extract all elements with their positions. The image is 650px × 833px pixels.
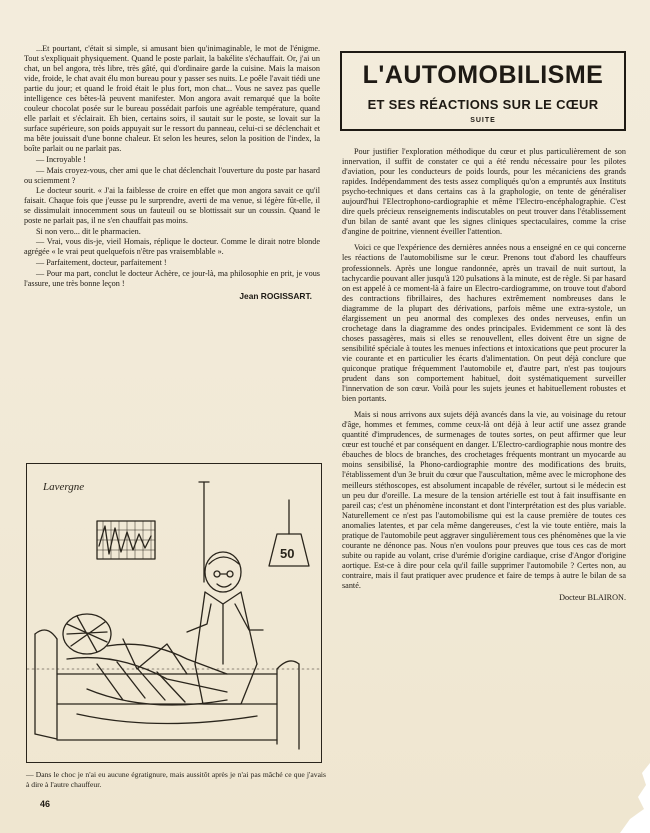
article-signature: Docteur BLAIRON. xyxy=(559,593,626,603)
article-title-box xyxy=(340,51,626,131)
article-column xyxy=(342,147,626,603)
weight-label: 50 xyxy=(280,546,295,561)
hospital-cartoon-drawing xyxy=(27,464,320,761)
story-column xyxy=(24,44,320,301)
story-paragraph: — Pour ma part, conclut le docteur Achère, ce jour-là, ma philosophie en prit, je vous l'assure, une très bonne leçon ! xyxy=(24,268,320,288)
story-paragraph: — Mais croyez-vous, cher ami que le chat déclenchait l'ouverture du poste par hasard ou sciemment ? xyxy=(24,165,320,185)
story-paragraph: ...Et pourtant, c'était si simple, si amusant bien qu'inimaginable, le mot de l'énigme. Tout s'expliquait physiquement. Quand le poste parlait, la bakélite s'échauffait. Or, j'ai un chat, un bel angora, très libre, très gâté, qui d'ordinaire garde la cuisine. Mais la maison vide, froide, le chat avait élu mon bureau pour y passer ses nuits. Le poêle l'avait tiédi une partie du jour; et quand le froid était le plus fort, mon chat... Vous ne savez pas quelle intelligence ces bêtes-là peuvent manifester. Mon angora avait remarqué que la boîte couleur chocolat posée sur le bureau possédait parfois une agréable température, quand elle parlait et s'éclairait. Eh bien, certains soirs, il sautait sur le poste, se lovait sur la surface supérieure, son poids appuyait sur le ressort du panneau, celui-ci se déclenchait et ma bête jouissait d'une bonne chaleur. Et selon les heures, selon la position de l'index, la boîte parlait ou ne parlait pas. xyxy=(24,44,320,154)
story-paragraph: Le docteur sourit. « J'ai la faiblesse de croire en effet que mon angora savait ce qu'il faisait. Chaque fois que j'eusse pu le surprendre, averti de ma venue, si légère fût-elle, il se dissimulait innocemment sous un fauteuil ou se blottissait sur un coussin. Quand le poste ne parlait pas, il ne s'en chauffait pas moins. xyxy=(24,186,320,226)
suite-label: SUITE xyxy=(470,117,496,124)
cartoon-illustration xyxy=(26,463,322,763)
article-paragraph: Pour justifier l'exploration méthodique du cœur et plus particulièrement de son innervation, il suffit de constater ce qui a été rendu nécessaire pour les pilotes d'aviation, pour les conducteurs de poids lourds, pour les mécaniciens des grands rapides. Indépendamment des tests assez compliqués qu'on a empruntés aux Instituts psycho-techniques et dans certains cas à la graphologie, on tente de généraliser aujourd'hui l'Electrophono-cardiographie et même l'Electro-encéphalographie. C'est dire quels précieux renseignements indiscutables on peut trouver dans l'établissement d'un bilan de santé avant que les signes cliniques spectaculaires, comme la crise d'angine de poitrine, viennent éveiller l'attention. xyxy=(342,147,626,237)
article-paragraph: Mais si nous arrivons aux sujets déjà avancés dans la vie, au voisinage du retour d'âge, hommes et femmes, comme ceux-là ont déjà à leur actif une assez grande quantité d'imprudences, de surmenages de toutes sortes, on peut affirmer que leur cœur est touché et par conséquent en danger. L'Electro-cardiographie nous montre des ébauches de blocs de branches, des crochetages fréquents montrant un myocarde au moins sensibilisé, la Phono-cardiographie montre des modifications des bruits, l'établissement d'un 3e bruit du cœur que l'auscultation, même avec le microphone des meilleurs stéthoscopes, est absolument incapable de révéler, surtout si le médecin est un peu dur d'oreille. La mesure de la tension artérielle est tout à fait insuffisante en pareil cas; c'est un phénomène inconstant et dont l'interprétation est des plus variable. Naturellement ce n'est pas l'automobilisme qui est la cause première de toutes ces anomalies latentes, et par cela même dangereuses, c'est la vie toute entière, mais la pratique de l'automobile peut aggraver singulièrement tous ces phénomènes que la vie courante ne dénonce pas. Nous n'en voulons pour preuves que tous ces cas de mort subite ou rapide au volant, crise d'urémie d'origine cardiaque, crise d'Angor d'origine aortique. Est-ce à dire pour cela qu'il faille supprimer l'automobile ? Certes non, au contraire, mais il faut pratiquer avec prudence et faire de temps à autre le bilan de sa santé. xyxy=(342,410,626,590)
article-title: L'AUTOMOBILISME xyxy=(362,61,604,89)
story-signature: Jean ROGISSART. xyxy=(239,290,312,301)
article-subtitle: ET SES RÉACTIONS SUR LE CŒUR xyxy=(367,97,599,112)
page-number: 46 xyxy=(40,799,51,809)
story-paragraph: — Incroyable ! xyxy=(36,155,87,165)
article-paragraph: Voici ce que l'expérience des dernières années nous a enseigné en ce qui concerne les réactions de l'automobilisme sur le cœur. Prenons tout d'abord les chauffeurs professionnels. Après une longue randonnée, après un travail de nuit surtout, la tachycardie pouvant aller jusqu'à 120 pulsations à la minute, est de règle. Si par hasard on est appelé à ce moment-là à faire un Electro-cardiogramme, on trouve tout d'abord des contractions fibrillaires, des hachures extrêmement nombreuses dans le diagramme de la plupart des dérivations, parfois même une extra-systole, un élargissement un peu anormal des complexes des ondes nerveuses, enfin un crochetage dans la diagramme des ondes principales. Evidemment ce sont là des choses passagères, mais si elles se renouvellent, elles doivent être un signe de sensibilité spéciale à toutes les menues infections et intoxications que peut procurer la vie courante et en particulier les écarts d'alimentation. On peut déjà conclure que quiconque pratique fréquemment l'automobile et, d'autre part, n'est pas toujours prudent dans son comportement habituel, doit systématiquement surveiller l'innervation de son cœur. Voilà pour les sujets jeunes et habituellement robustes et bien portants. xyxy=(342,243,626,404)
torn-corner xyxy=(590,763,650,833)
story-paragraph: Si non vero... dit le pharmacien. xyxy=(36,226,141,236)
cartoon-caption: — Dans le choc je n'ai eu aucune égratignure, mais aussitôt après je n'ai pas mâché ce que j'avais à dire à l'autre chauffeur. xyxy=(26,770,326,789)
story-paragraph: — Parfaitement, docteur, parfaitement ! xyxy=(36,257,167,267)
artist-signature: Lavergne xyxy=(43,481,85,493)
story-paragraph: — Vrai, vous dis-je, vieil Homais, réplique le docteur. Comme le dirait notre blonde agrégée « le vrai peut quelquefois n'être pas vraisemblable ». xyxy=(24,237,320,257)
